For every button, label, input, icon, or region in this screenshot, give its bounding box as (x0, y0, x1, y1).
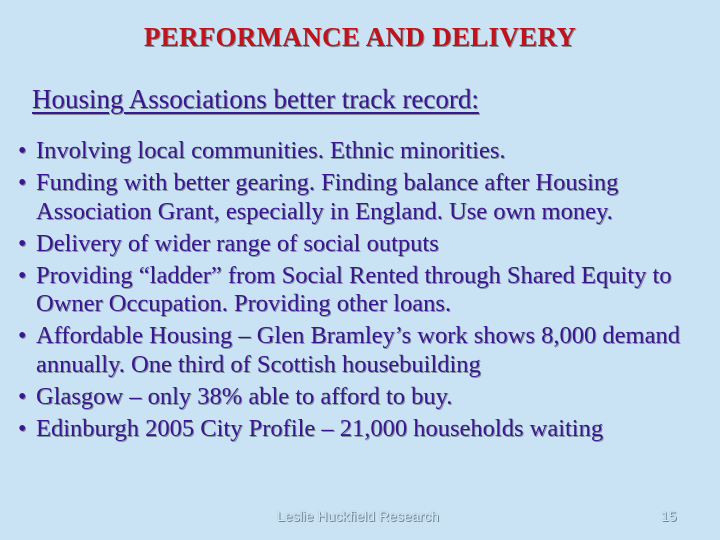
bullet-item (18, 383, 708, 412)
bullet-item (18, 415, 708, 444)
bullet-text: Involving local communities. Ethnic minorities. (36, 137, 506, 164)
bullet-item (18, 169, 708, 226)
bullet-list (18, 137, 708, 447)
slide-footer (0, 508, 720, 528)
bullet-item (18, 262, 708, 319)
bullet-text: Edinburgh 2005 City Profile – 21,000 households waiting (36, 414, 604, 442)
page-number: 15 (661, 508, 677, 524)
bullet-dot-icon: • (18, 262, 27, 289)
slide-title: PERFORMANCE AND DELIVERY (143, 22, 577, 52)
bullet-dot-icon: • (18, 415, 27, 442)
bullet-item (18, 322, 708, 379)
footer-credit: Leslie Huckfield Research (277, 508, 439, 524)
bullet-dot-icon: • (18, 230, 27, 257)
bullet-text: Providing “ladder” from Social Rented through Shared Equity to Owner Occupation. Providing other loans. (36, 261, 672, 317)
bullet-dot-icon: • (18, 383, 27, 410)
bullet-text: Affordable Housing – Glen Bramley’s work shows 8,000 demand annually. One third of Scottish housebuilding (36, 322, 680, 378)
bullet-dot-icon: • (18, 138, 27, 164)
bullet-text: Funding with better gearing. Finding balance after Housing Association Grant, especially in England. Use own money. (36, 169, 619, 225)
slide-subtitle: Housing Associations better track record: (32, 84, 479, 114)
bullet-dot-icon: • (18, 170, 27, 196)
bullet-text: Delivery of wider range of social outputs (36, 229, 439, 257)
bullet-item (18, 230, 708, 259)
bullet-text: Glasgow – only 38% able to afford to buy. (36, 382, 453, 410)
bullet-item (18, 137, 708, 166)
bullet-dot-icon: • (18, 323, 27, 349)
